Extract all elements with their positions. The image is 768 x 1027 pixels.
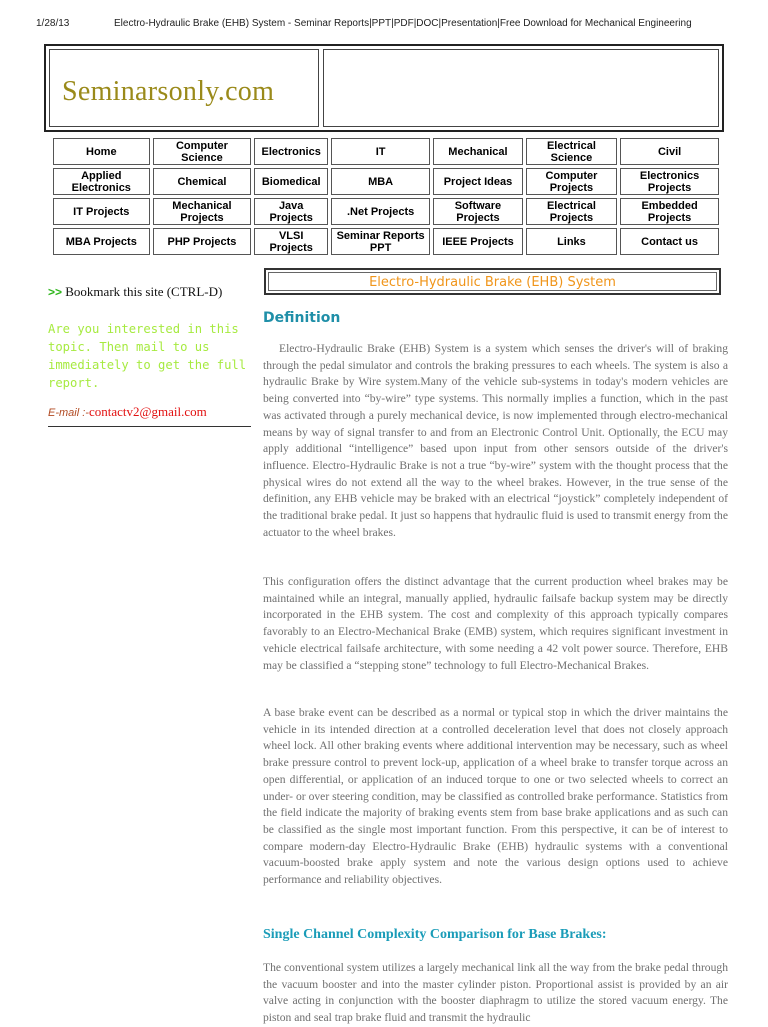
bookmark-hint	[48, 284, 258, 300]
article-paragraph: The conventional system utilizes a largely mechanical link all the way from the brake pedal through the vacuum booster and into the master cylinder piston. Proportional assist is provided by an air valve acting in conjunction with the booster diaphragm to utilize the stored vacuum energy. The piston and seal trap brake fluid and transmit the hydraulic	[263, 961, 728, 1025]
email-label: E-mail :-	[48, 407, 89, 419]
banner-ad-box	[323, 49, 719, 127]
site-logo-text[interactable]: Seminarsonly.com	[62, 76, 275, 107]
nav-link-it-projects[interactable]: IT Projects	[53, 198, 150, 225]
double-arrow-icon: >>	[48, 285, 63, 299]
nav-row	[53, 168, 719, 195]
nav-link-java-projects[interactable]: Java Projects	[254, 198, 328, 225]
nav-link-mba-projects[interactable]: MBA Projects	[53, 228, 150, 255]
article-paragraph: A base brake event can be described as a normal or typical stop in which the driver maintains the vehicle in its intended direction at a controlled deceleration level that does not closely approach wheel lock. All other braking events where additional intervention may be necessary, such as wheel brake pressure control to prevent lock-up, application of a wheel brake to transfer torque across an open differential, or application of an induced torque to one or two selected wheels to correct an under- or over steering condition, may be classified as controlled brake performance. Statistics from the field indicate the majority of braking events stem from base brake applications and as such can be classified as the single most important function. From this perspective, it can be of interest to compare modern-day Electro-Hydraulic Brake (EHB) hydraulic systems with a conventional vacuum-boosted brake apply system and note the various design options used to achieve performance and reliability objectives.	[263, 706, 728, 887]
promo-text: Are you interested in this topic. Then mail to us immediately to get the full report.	[48, 322, 247, 390]
nav-link-electronics-projects[interactable]: Electronics Projects	[620, 168, 719, 195]
main-navigation	[50, 135, 722, 258]
article-title: Electro-Hydraulic Brake (EHB) System	[268, 272, 717, 291]
nav-link-chemical[interactable]: Chemical	[153, 168, 252, 195]
logo-box	[49, 49, 319, 127]
site-banner	[44, 44, 724, 132]
nav-link-computer-projects[interactable]: Computer Projects	[526, 168, 617, 195]
nav-link-embedded-projects[interactable]: Embedded Projects	[620, 198, 719, 225]
sidebar-divider	[48, 426, 251, 427]
print-header	[0, 18, 768, 34]
article-paragraph: Electro-Hydraulic Brake (EHB) System is a system which senses the driver's will of braking through the pedal simulator and controls the braking pressures to each wheels. The system is also a hydraulic Brake by Wire system.Many of the vehicle sub-systems in today's modern vehicles are being converted into “by-wire” type systems. This normally implies a function, which in the past was activated through a purely mechanical device, is now implemented through electro-mechanical means by way of signal transfer to and from an Electronic Control Unit. Optionally, the ECU may apply additional “intelligence” based upon input from other sensors outside of the driver's influence. Electro-Hydraulic Brake is not a true “by-wire” system with the thought process that the physical wires do not extend all the way to the wheel brakes. However, in the true sense of the definition, any EHB vehicle may be braked with an electrical “joystick” completely independent of the traditional brake pedal. It just so happens that hydraulic fluid is used to transmit energy from the actuator to the wheel brakes.	[263, 342, 728, 539]
bookmark-text: Bookmark this site (CTRL-D)	[65, 284, 223, 299]
nav-link-links[interactable]: Links	[526, 228, 617, 255]
nav-link-biomedical[interactable]: Biomedical	[254, 168, 328, 195]
nav-link-electrical-science[interactable]: Electrical Science	[526, 138, 617, 165]
nav-link-ieee-projects[interactable]: IEEE Projects	[433, 228, 523, 255]
email-line	[48, 404, 258, 420]
nav-link-home[interactable]: Home	[53, 138, 150, 165]
print-date: 1/28/13	[36, 18, 70, 29]
nav-link-contact-us[interactable]: Contact us	[620, 228, 719, 255]
nav-link-electronics[interactable]: Electronics	[254, 138, 328, 165]
nav-link-mba[interactable]: MBA	[331, 168, 430, 195]
nav-row	[53, 138, 719, 165]
nav-link-net-projects[interactable]: .Net Projects	[331, 198, 430, 225]
nav-row	[53, 198, 719, 225]
nav-link-applied-electronics[interactable]: Applied Electronics	[53, 168, 150, 195]
article-title-box	[264, 268, 721, 295]
email-link[interactable]: contactv2@gmail.com	[88, 404, 207, 419]
nav-link-mechanical-projects[interactable]: Mechanical Projects	[153, 198, 252, 225]
nav-link-vlsi-projects[interactable]: VLSI Projects	[254, 228, 328, 255]
article-paragraph: This configuration offers the distinct advantage that the current production wheel brakes may be maintained while an integral, manually applied, hydraulic failsafe backup system may be directly incorporated in the EHB system. The cost and complexity of this approach typically compares favorably to an Electro-Mechanical Brake (EMB) system, which requires significant investment in vehicle electrical failsafe architecture, with some needing a 42 volt power source. Therefore, EHB may be classified a “stepping stone” technology to full Electro-Mechanical Brakes.	[263, 575, 728, 672]
print-page-title: Electro-Hydraulic Brake (EHB) System - Seminar Reports|PPT|PDF|DOC|Presentation|Free Download for Mechanical Engineering	[114, 18, 692, 29]
section-heading-definition: Definition	[263, 310, 341, 326]
sidebar	[48, 284, 258, 420]
nav-link-it[interactable]: IT	[331, 138, 430, 165]
nav-link-project-ideas[interactable]: Project Ideas	[433, 168, 523, 195]
nav-link-software-projects[interactable]: Software Projects	[433, 198, 523, 225]
nav-link-computer-science[interactable]: Computer Science	[153, 138, 252, 165]
nav-link-mechanical[interactable]: Mechanical	[433, 138, 523, 165]
nav-row	[53, 228, 719, 255]
nav-link-electrical-projects[interactable]: Electrical Projects	[526, 198, 617, 225]
nav-link-civil[interactable]: Civil	[620, 138, 719, 165]
nav-link-php-projects[interactable]: PHP Projects	[153, 228, 252, 255]
nav-link-seminar-reports-ppt[interactable]: Seminar Reports PPT	[331, 228, 430, 255]
section-heading-comparison: Single Channel Complexity Comparison for Base Brakes:	[263, 927, 607, 942]
